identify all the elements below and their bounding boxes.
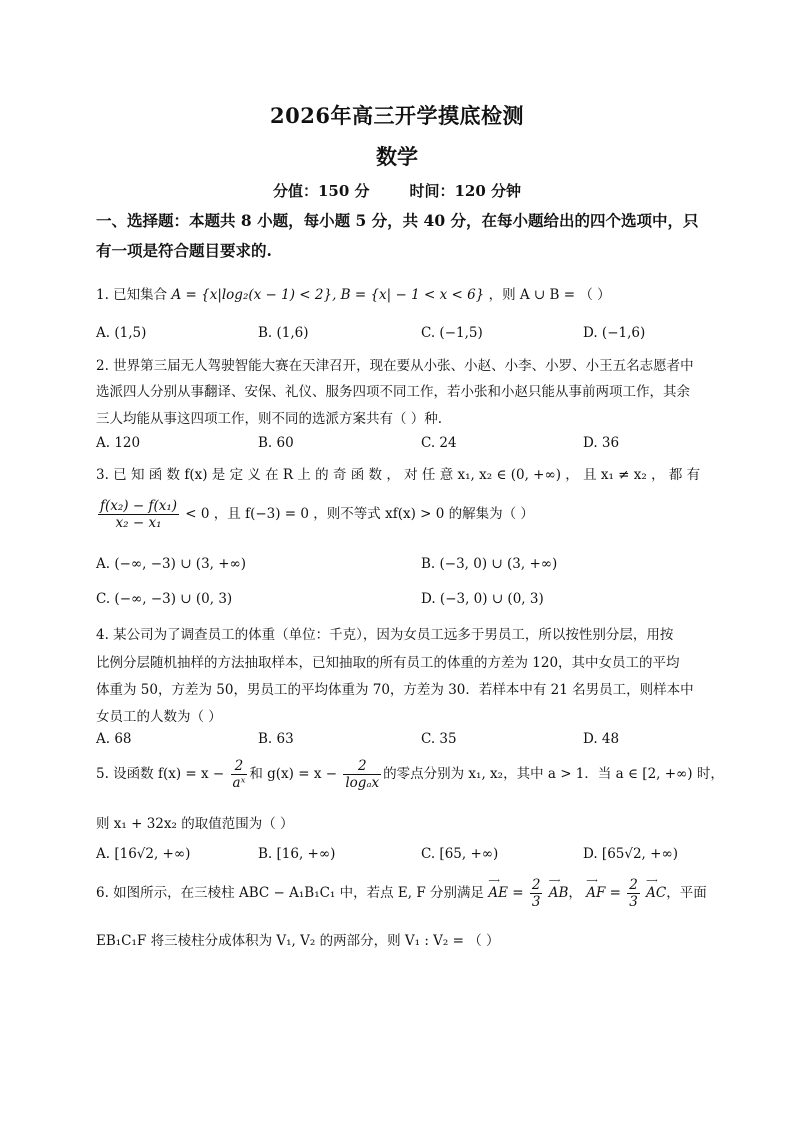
- q5-part-3: 的零点分别为 x₁, x₂，其中 a > 1．当 a ∈ [2, +∞) 时，: [383, 766, 724, 782]
- q4-line-3: 体重为 50，方差为 50，男员工的平均体重为 70，方差为 30．若样本中有 21 名男员工，则样本中: [96, 682, 694, 698]
- q3-fraction: [98, 498, 179, 531]
- q6-vector-ae: ⟶ AE: [488, 876, 508, 901]
- q6-fraction-1: [530, 877, 543, 910]
- q1-option-d: D. (−1,6): [583, 325, 646, 341]
- q3-line-2: [96, 498, 534, 531]
- q3-frac-den: x₂ − x₁: [115, 515, 162, 531]
- q3-option-c: C. (−∞, −3) ∪ (0, 3): [96, 591, 233, 607]
- q3-option-d: D. (−3, 0) ∪ (0, 3): [421, 591, 544, 607]
- q5-option-d: D. [65√2, +∞): [583, 846, 678, 862]
- q6-part-1: 6. 如图所示，在三棱柱 ABC − A₁B₁C₁ 中，若点 E, F 分别满足: [96, 885, 485, 901]
- time-info: 时间：120 分钟: [409, 182, 522, 200]
- score-info: 分值：150 分: [272, 182, 370, 200]
- q3-line-2-text: < 0 ，且 f(−3) = 0 ，则不等式 xf(x) > 0 的解集为（ ）: [181, 506, 534, 522]
- q6-line-1: 6. 如图所示，在三棱柱 ABC − A₁B₁C₁ 中，若点 E, F 分别满足 ⟶ AE = $\frac{2}{3}$ ⟶ AB， ⟶ AF = $\frac{2}{3}$ ⟶ AC，平面: [96, 876, 707, 910]
- q5-line-2: 则 x₁ + 32x₂ 的取值范围为（ ）: [96, 816, 294, 832]
- q6-vector-af: ⟶ AF: [586, 876, 606, 901]
- q4-line-2: 比例分层随机抽样的方法抽取样本，已知抽取的所有员工的体重的方差为 120，其中女员工的平均: [96, 655, 680, 671]
- q5-part-1: 5. 设函数 f(x) = x −: [96, 766, 225, 782]
- q1-sets: A = {x|log₂(x − 1) < 2}, B = {x| − 1 < x < 6}: [171, 287, 485, 303]
- q6-vec-ae-label: AE: [488, 885, 508, 901]
- q5-option-a: A. [16√2, +∞): [96, 846, 191, 862]
- q6-frac2-num: 2: [629, 877, 638, 893]
- q5-fraction-2: [343, 758, 381, 791]
- q1-option-c: C. (−1,5): [421, 325, 483, 341]
- q3-line-1: 3. 已 知 函 数 f(x) 是 定 义 在 R 上 的 奇 函 数 ， 对 任 意 x₁, x₂ ∈ (0, +∞) ， 且 x₁ ≠ x₂ ， 都 有: [96, 467, 701, 483]
- question-1: [96, 283, 611, 303]
- q5-line-1: [96, 758, 724, 791]
- subject-title: 数学: [376, 144, 418, 169]
- q3-frac-num: f(x₂) − f(x₁): [100, 498, 178, 514]
- exam-meta: [0, 180, 794, 201]
- q2-option-a: A. 120: [96, 435, 141, 451]
- q1-option-b: B. (1,6): [258, 325, 309, 341]
- q3-option-a: A. (−∞, −3) ∪ (3, +∞): [96, 556, 247, 572]
- q1-suffix: ，则 A ∪ B = （ ）: [488, 287, 611, 303]
- q2-line-3: 三人均能从事这四项工作，则不同的选派方案共有（ ）种.: [96, 411, 443, 427]
- q1-prefix: 1. 已知集合: [96, 287, 168, 303]
- q4-option-b: B. 63: [258, 731, 294, 747]
- q5-option-b: B. [16, +∞): [258, 846, 336, 862]
- q2-line-2: 选派四人分别从事翻译、安保、礼仪、服务四项不同工作，若小张和小赵只能从事前两项工作，其余: [96, 384, 690, 400]
- q6-frac1-num: 2: [531, 877, 541, 893]
- q4-line-4: 女员工的人数为（ ）: [96, 709, 222, 725]
- section-heading: 一、选择题：本题共 8 小题，每小题 5 分，共 40 分，在每小题给出的四个选项中，只有一项是符合题目要求的.: [96, 211, 699, 260]
- q6-frac2-den: 3: [629, 894, 638, 910]
- q4-line-1: 4. 某公司为了调查员工的体重（单位：千克），因为女员工远多于男员工，所以按性别分层，用按: [96, 627, 674, 643]
- q6-tail: ，平面: [666, 885, 707, 901]
- q5-frac2-num: 2: [343, 758, 381, 775]
- q6-vector-ab: ⟶ AB: [548, 876, 569, 901]
- q6-vec-ab-label: AB: [548, 885, 569, 901]
- q6-vec-ac-label: AC: [646, 885, 667, 901]
- q6-separator: ，: [568, 885, 582, 901]
- q6-vector-ac: ⟶ AC: [646, 876, 667, 901]
- q4-option-a: A. 68: [96, 731, 132, 747]
- q2-line-1: 2. 世界第三届无人驾驶智能大赛在天津召开，现在要从小张、小赵、小李、小罗、小王五名志愿者中: [96, 358, 694, 374]
- q5-frac1-num: 2: [231, 758, 248, 775]
- q2-option-d: D. 36: [583, 435, 620, 451]
- q4-option-c: C. 35: [421, 731, 457, 747]
- q6-frac1-den: 3: [531, 894, 541, 910]
- q6-fraction-2: [627, 877, 640, 910]
- q6-vec-af-label: AF: [586, 885, 606, 901]
- q2-option-b: B. 60: [258, 435, 294, 451]
- q5-frac2-den: logₐx: [345, 775, 380, 791]
- q6-line-2: EB₁C₁F 将三棱柱分成体积为 V₁, V₂ 的两部分，则 V₁ : V₂ = （ ）: [96, 933, 500, 949]
- q4-option-d: D. 48: [583, 731, 620, 747]
- q5-part-2: 和 g(x) = x −: [249, 766, 338, 782]
- q3-option-b: B. (−3, 0) ∪ (3, +∞): [421, 556, 558, 572]
- q5-frac1-den: aˣ: [232, 775, 246, 791]
- q5-option-c: C. [65, +∞): [421, 846, 499, 862]
- exam-title: 2026年高三开学摸底检测: [270, 103, 524, 128]
- q5-fraction-1: [231, 758, 248, 791]
- q1-option-a: A. (1,5): [96, 325, 147, 341]
- q2-option-c: C. 24: [421, 435, 457, 451]
